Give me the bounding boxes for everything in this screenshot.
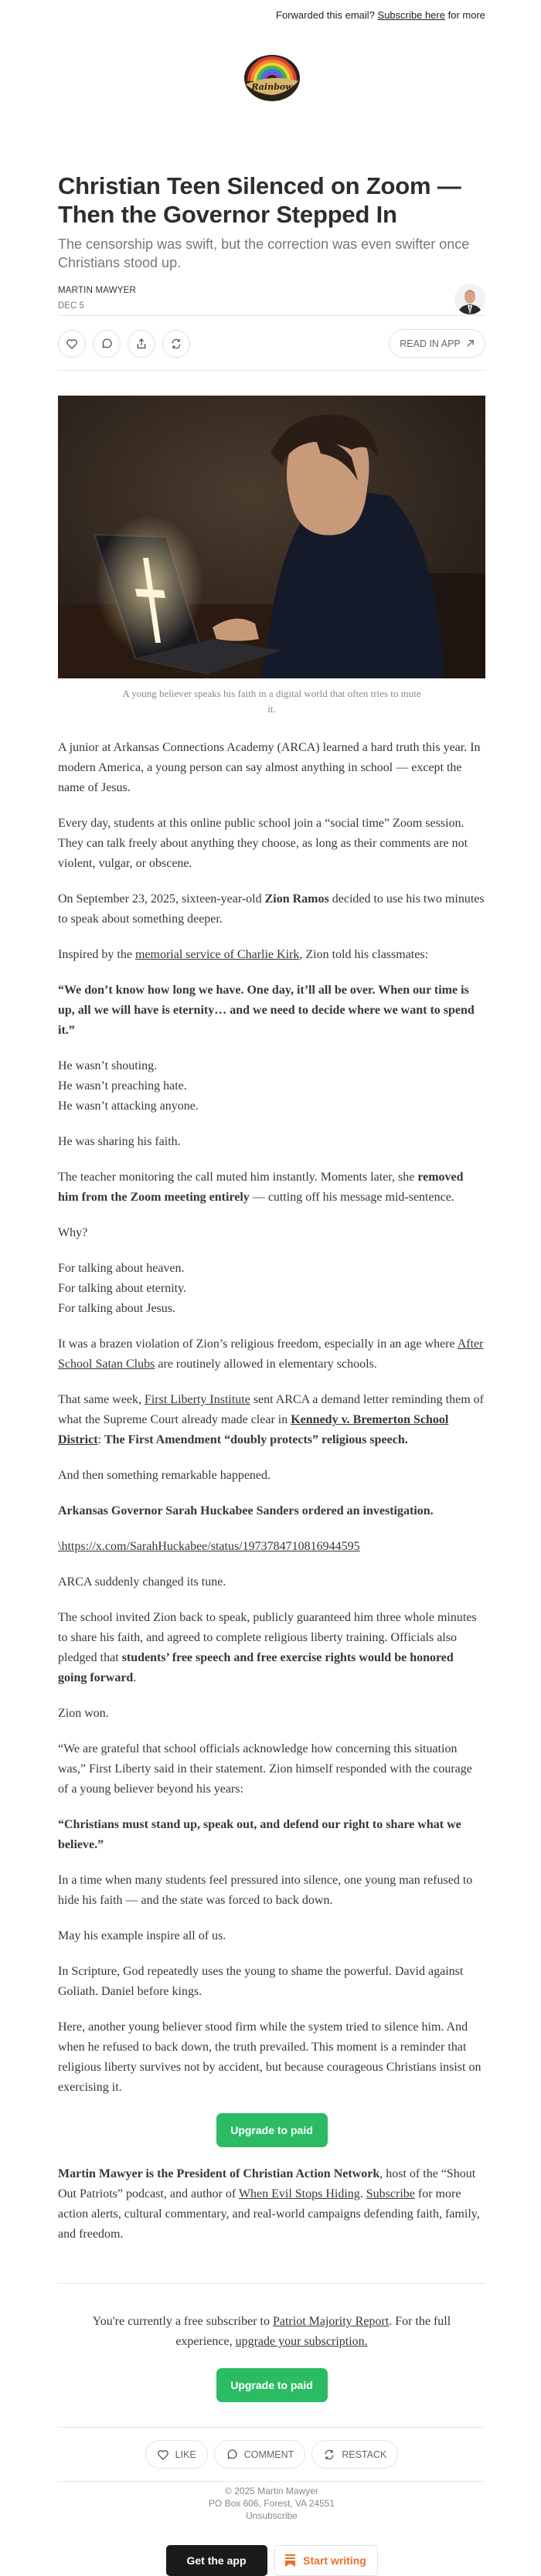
inline-link[interactable]: After School Satan Clubs [58, 1337, 484, 1371]
upgrade-button-wrap [58, 2368, 485, 2402]
paragraph [58, 1056, 485, 1116]
paragraph [58, 738, 485, 798]
hero-image[interactable] [58, 396, 485, 678]
post-date: DEC 5 [58, 301, 84, 311]
text: . [359, 2187, 366, 2200]
paragraph [58, 889, 485, 929]
restack-label: RESTACK [342, 2449, 387, 2460]
text: For talking about Jesus. [58, 1302, 175, 1315]
bold-text: “We don’t know how long we have. One day, it’ll all be over. When our time is up, all we will have is eternity… and we need to decide where we want to spend it.” [58, 984, 475, 1037]
post-subtitle: The censorship was swift, but the correction was even swifter once Christians stood up. [58, 236, 470, 270]
paragraph [58, 1132, 485, 1152]
bold-text: Zion Ramos [264, 892, 329, 906]
start-writing-button[interactable] [274, 2545, 378, 2576]
address: PO Box 606, Forest, VA 24551 [208, 2498, 335, 2509]
text: for more action alerts, cultural commentary, and real-world campaigns defending faith, family, and freedom. [58, 2187, 480, 2241]
text: You're currently a free subscriber to [92, 2315, 273, 2328]
paragraph [58, 1871, 485, 1911]
paragraph [58, 1572, 485, 1592]
text: are routinely allowed in elementary schools. [155, 1358, 377, 1371]
like-button[interactable] [58, 330, 86, 358]
divider [58, 2283, 485, 2284]
paragraph [58, 1739, 485, 1799]
free-subscriber-note [58, 2312, 485, 2352]
inline-link[interactable]: Subscribe [366, 2187, 415, 2200]
author-avatar[interactable] [454, 284, 485, 314]
text: Why? [58, 1226, 88, 1239]
article-body [58, 738, 485, 2098]
paragraph [58, 2017, 485, 2098]
upgrade-to-paid-button[interactable]: Upgrade to paid [216, 2113, 328, 2147]
like-label: LIKE [175, 2449, 196, 2460]
forwarded-text: Forwarded this email? [276, 9, 378, 21]
text: And then something remarkable happened. [58, 1469, 271, 1482]
inline-link[interactable]: First Liberty Institute [144, 1393, 250, 1406]
text: Here, another young believer stood firm while the system tried to silence him. And when he refused to back down, the truth prevailed. This moment is a reminder that religious liberty survives not by accident, but because courageous Christians insist on exercising it. [58, 2020, 481, 2094]
bold-text: removed him from the Zoom meeting entirely [58, 1171, 464, 1204]
upgrade-to-paid-button-footer[interactable]: Upgrade to paid [216, 2368, 328, 2402]
inline-link[interactable]: \https://x.com/SarahHuckabee/status/1973784710816944595 [58, 1540, 360, 1553]
text: Inspired by the [58, 948, 135, 961]
text: decided to use his two minutes to speak about something deeper. [58, 892, 485, 926]
footer-info [58, 2485, 485, 2522]
engagement-buttons [58, 2440, 485, 2469]
avatar-image [454, 284, 485, 314]
text: “We are grateful that school officials acknowledge how concerning this situation was,” First Liberty said in their statement. Zion himself responded with the courage of a young believer beyond his years: [58, 1742, 472, 1796]
text: ARCA suddenly changed its tune. [58, 1575, 226, 1589]
rainbow-logo-icon [241, 50, 303, 103]
author-bio [58, 2164, 485, 2245]
text: That same week, [58, 1393, 145, 1406]
divider [58, 315, 485, 316]
get-the-app-button[interactable]: Get the app [166, 2545, 267, 2576]
arrow-up-right-icon [466, 339, 475, 348]
publication-logo[interactable] [58, 50, 485, 103]
forwarded-suffix: for more [444, 9, 485, 21]
text: Zion won. [58, 1707, 109, 1720]
text: In a time when many students feel pressured into silence, one young man refused to hide his faith — and the state was forced to back down. [58, 1874, 473, 1907]
comment-icon [100, 338, 113, 350]
paragraph [58, 1926, 485, 1946]
share-icon [135, 338, 148, 350]
comment-icon [226, 2449, 238, 2461]
bold-text: The First Amendment “doubly protects” religious speech. [104, 1433, 408, 1446]
text: , host of the “Shout Out Patriots” podcast, and author of [58, 2167, 476, 2200]
read-in-app-button[interactable] [389, 329, 485, 358]
text: He was sharing his faith. [58, 1135, 181, 1148]
like-pill-button[interactable] [145, 2440, 208, 2469]
post-title: Christian Teen Silenced on Zoom — Then the Governor Stepped In [58, 172, 461, 228]
text: He wasn’t attacking anyone. [58, 1099, 199, 1113]
paragraph [58, 1537, 485, 1557]
start-writing-label: Start writing [303, 2554, 366, 2567]
text: May his example inspire all of us. [58, 1929, 226, 1942]
text: For talking about heaven. [58, 1262, 185, 1275]
paragraph [58, 1815, 485, 1855]
inline-link[interactable]: Patriot Majority Report [272, 2315, 390, 2328]
paragraph [58, 814, 485, 874]
inline-link[interactable]: upgrade your subscription. [235, 2335, 368, 2348]
restack-icon [323, 2449, 335, 2461]
unsubscribe-link[interactable]: Unsubscribe [246, 2510, 298, 2521]
text: In Scripture, God repeatedly uses the young to shame the powerful. David against Goliath. Daniel before kings. [58, 1965, 464, 1998]
app-buttons [58, 2545, 485, 2576]
subscribe-here-link[interactable]: Subscribe here [377, 9, 445, 21]
read-in-app-label: READ IN APP [400, 338, 461, 349]
divider [58, 2481, 485, 2482]
author-name[interactable]: MARTIN MAWYER [58, 286, 136, 295]
copyright: © 2025 Martin Mawyer [225, 2486, 318, 2496]
restack-pill-button[interactable] [311, 2440, 398, 2469]
comment-pill-button[interactable] [214, 2440, 306, 2469]
bold-text: Martin Mawyer is the President of Christian Action Network [58, 2167, 380, 2180]
image-caption: A young believer speaks his faith in a digital world that often tries to mute it. [122, 688, 421, 715]
inline-link[interactable]: When Evil Stops Hiding [238, 2187, 360, 2200]
upgrade-button-wrap [58, 2113, 485, 2147]
paragraph [58, 1704, 485, 1724]
text: , Zion told his classmates: [299, 948, 429, 961]
paragraph [58, 1466, 485, 1486]
text: The school invited Zion back to speak, publicly guaranteed him three whole minutes to share his faith, and agreed to complete religious liberty training. Officials also pledged that [58, 1611, 477, 1664]
bold-text: Arkansas Governor Sarah Huckabee Sanders ordered an investigation. [58, 1504, 434, 1517]
text: . [133, 1671, 137, 1684]
text: He wasn’t preaching hate. [58, 1079, 187, 1093]
text: On September 23, 2025, sixteen-year-old [58, 892, 265, 906]
text: He wasn’t shouting. [58, 1059, 158, 1072]
text: It was a brazen violation of Zion’s religious freedom, especially in an age where [58, 1337, 458, 1351]
heart-icon [157, 2449, 169, 2461]
heart-icon [66, 338, 78, 350]
bold-text: students’ free speech and free exercise rights would be honored going forward [58, 1651, 454, 1684]
text: . For the full experience, [175, 2315, 451, 2348]
post-actions [58, 329, 485, 358]
paragraph [66, 2312, 478, 2352]
paragraph [58, 1259, 485, 1319]
paragraph [58, 1501, 485, 1521]
byline [58, 283, 485, 315]
text: sent ARCA a demand letter reminding them of what the Supreme Court already made clear in [58, 1393, 484, 1426]
restack-icon [170, 338, 182, 350]
divider [58, 370, 485, 371]
teen-laptop-cross-image [58, 396, 485, 678]
paragraph [58, 2164, 485, 2245]
forwarded-notice [58, 0, 485, 22]
text: — cutting off his message mid-sentence. [249, 1191, 454, 1204]
text: Every day, students at this online public school join a “social time” Zoom session. They can talk freely about anything they choose, as long as their comments are not violent, vulgar, or obscene. [58, 817, 468, 870]
comment-button[interactable] [93, 330, 121, 358]
inline-link[interactable]: Kennedy v. Bremerton School District [58, 1413, 449, 1446]
paragraph [58, 1334, 485, 1375]
paragraph [58, 1390, 485, 1450]
paragraph [58, 1608, 485, 1688]
text: : [97, 1433, 104, 1446]
paragraph [58, 980, 485, 1041]
text: A junior at Arkansas Connections Academy (ARCA) learned a hard truth this year. In modern America, a young person can say almost anything in school — except the name of Jesus. [58, 741, 481, 794]
text: The teacher monitoring the call muted him instantly. Moments later, she [58, 1171, 418, 1184]
paragraph [58, 1223, 485, 1243]
paragraph [58, 1167, 485, 1208]
text: For talking about eternity. [58, 1282, 187, 1295]
svg-text:Rainbow: Rainbow [250, 82, 293, 92]
paragraph [58, 945, 485, 965]
divider [58, 2427, 485, 2428]
restack-button[interactable] [162, 330, 190, 358]
comment-label: COMMENT [243, 2449, 294, 2460]
bold-text: “Christians must stand up, speak out, and defend our right to share what we believe.” [58, 1818, 461, 1851]
paragraph [58, 1962, 485, 2002]
inline-link[interactable]: memorial service of Charlie Kirk [134, 948, 300, 961]
share-button[interactable] [128, 330, 155, 358]
